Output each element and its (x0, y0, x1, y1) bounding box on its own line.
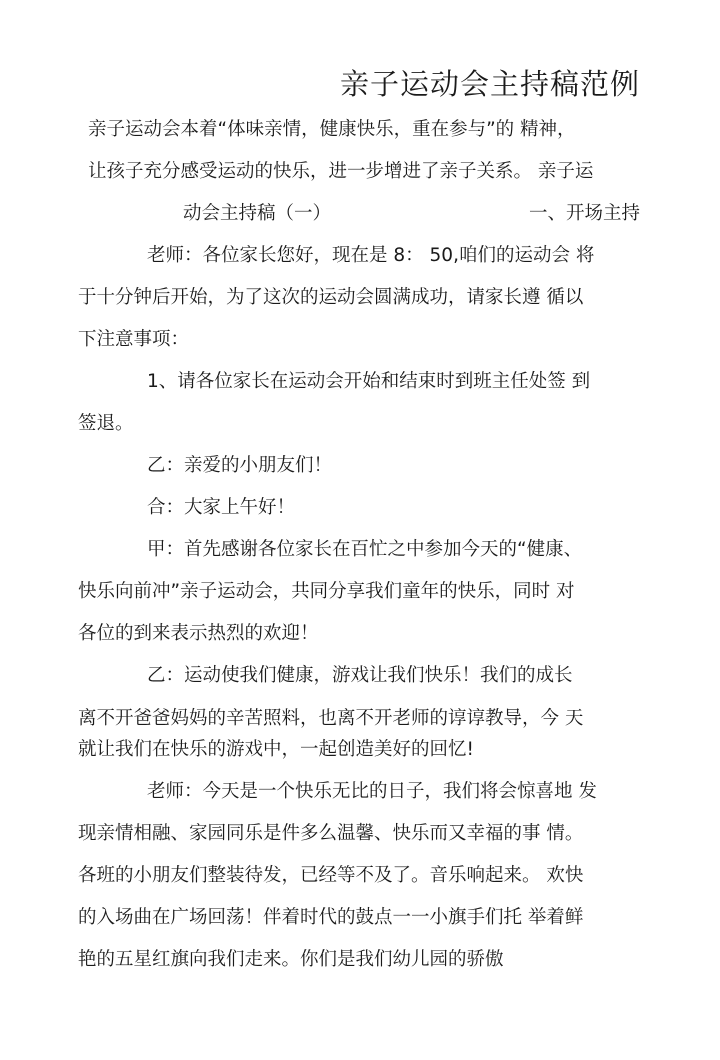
text-line: 老师：今天是一个快乐无比的日子，我们将会惊喜地 发 (147, 781, 597, 802)
section-subheading: 一、开场主持 (528, 203, 640, 224)
text-line: 各位的到来表示热烈的欢迎！ (78, 623, 319, 644)
text-line: 现亲情相融、家园同乐是件多么温馨、快乐而又幸福的事 情。 (78, 823, 584, 844)
text-line: 就让我们在快乐的游戏中，一起创造美好的回忆! (78, 739, 474, 760)
text-line: 1、请各位家长在运动会开始和结束时到班主任处签 到 (147, 371, 591, 392)
text-line: 快乐向前冲”亲子运动会，共同分享我们童年的快乐，同时 对 (78, 581, 575, 602)
text-line: 离不开爸爸妈妈的辛苦照料，也离不开老师的谆谆教导，今 天 (78, 708, 584, 729)
text-line: 乙：运动使我们健康，游戏让我们快乐！我们的成长 (147, 665, 573, 686)
text-line: 合：大家上午好！ (147, 497, 296, 518)
text-line: 亲子运动会本着“体味亲情，健康快乐，重在参与”的 精神， (88, 119, 576, 140)
text-line: 艳的五星红旗向我们走来。你们是我们幼儿园的骄傲 (78, 949, 504, 970)
document-title: 亲子运动会主持稿范例 (339, 67, 640, 101)
text-line: 甲：首先感谢各位家长在百忙之中参加今天的“健康、 (147, 539, 583, 560)
section-heading: 动会主持稿（一） (183, 203, 332, 224)
text-line: 签退。 (78, 413, 134, 434)
text-line: 下注意事项： (78, 329, 190, 350)
text-line: 老师：各位家长您好，现在是 8： 50,咱们的运动会 将 (147, 245, 595, 266)
text-line: 各班的小朋友们整装待发，已经等不及了。音乐响起来。 欢快 (78, 865, 584, 886)
text-line: 于十分钟后开始，为了这次的运动会圆满成功，请家长遵 循以 (78, 287, 584, 308)
text-line: 让孩子充分感受运动的快乐，进一步增进了亲子关系。 亲子运 (88, 161, 594, 182)
text-line: 的入场曲在广场回荡！伴着时代的鼓点一一小旗手们托 举着鲜 (78, 907, 584, 928)
text-line: 乙：亲爱的小朋友们！ (147, 455, 333, 476)
